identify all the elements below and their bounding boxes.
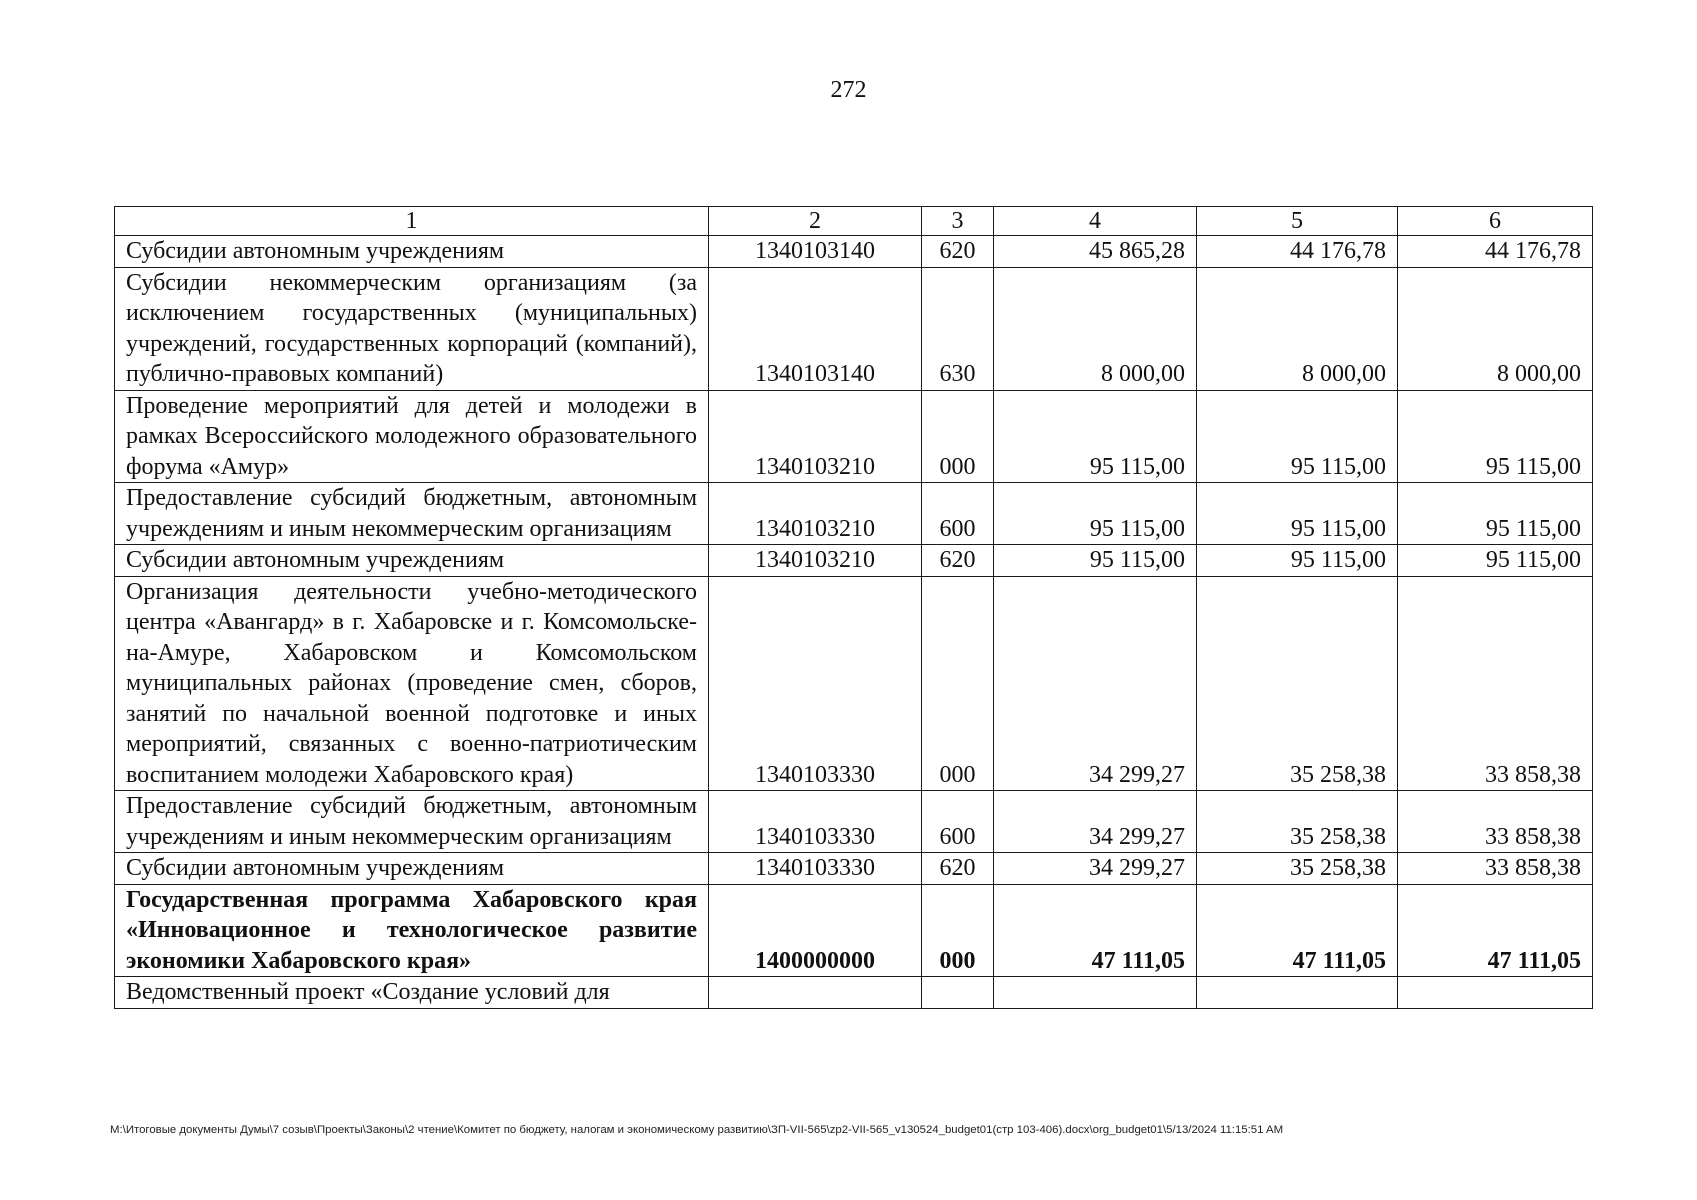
cell-target-code: 1340103330 xyxy=(709,576,922,791)
cell-amount-year-1: 34 299,27 xyxy=(994,853,1197,885)
table-row xyxy=(115,267,1593,390)
cell-expense-type: 000 xyxy=(922,884,994,977)
cell-name: Субсидии автономным учреждениям xyxy=(115,545,709,577)
cell-amount-year-2: 35 258,38 xyxy=(1197,853,1398,885)
file-path-footer: M:\Итоговые документы Думы\7 созыв\Проекты\Законы\2 чтение\Комитет по бюджету, налогам и экономическому развитию\ЗП-VII-565\zp2-VII-565_v130524_budget01(стр 103-406).docx\org_budget01\5/13/2024 11:15:51 AM xyxy=(110,1124,1284,1136)
cell-amount-year-2: 47 111,05 xyxy=(1197,884,1398,977)
cell-target-code: 1400000000 xyxy=(709,884,922,977)
cell-amount-year-1: 95 115,00 xyxy=(994,390,1197,483)
cell-target-code: 1340103330 xyxy=(709,791,922,853)
column-number-2: 2 xyxy=(709,207,922,236)
cell-name: Проведение мероприятий для детей и молодежи в рамках Всероссийского молодежного образовательного форума «Амур» xyxy=(115,390,709,483)
cell-target-code: 1340103140 xyxy=(709,236,922,268)
table-row xyxy=(115,791,1593,853)
cell-name: Субсидии некоммерческим организациям (за исключением государственных (муниципальных) учреждений, государственных корпораций (компаний), публично-правовых компаний) xyxy=(115,267,709,390)
cell-amount-year-2: 95 115,00 xyxy=(1197,390,1398,483)
cell-expense-type: 000 xyxy=(922,576,994,791)
cell-amount-year-2: 8 000,00 xyxy=(1197,267,1398,390)
cell-amount-year-1: 45 865,28 xyxy=(994,236,1197,268)
cell-target-code: 1340103330 xyxy=(709,853,922,885)
cell-target-code xyxy=(709,977,922,1009)
cell-name: Субсидии автономным учреждениям xyxy=(115,853,709,885)
cell-expense-type xyxy=(922,977,994,1009)
column-number-3: 3 xyxy=(922,207,994,236)
cell-name: Организация деятельности учебно-методического центра «Авангард» в г. Хабаровске и г. Комсомольске-на-Амуре, Хабаровском и Комсомольском муниципальных районах (проведение смен, сборов, занятий по начальной военной подготовке и иных мероприятий, связанных с военно-патриотическим воспитанием молодежи Хабаровского края) xyxy=(115,576,709,791)
cell-amount-year-1: 95 115,00 xyxy=(994,545,1197,577)
cell-amount-year-3: 44 176,78 xyxy=(1398,236,1593,268)
cell-amount-year-1 xyxy=(994,977,1197,1009)
column-number-5: 5 xyxy=(1197,207,1398,236)
cell-expense-type: 600 xyxy=(922,791,994,853)
cell-target-code: 1340103140 xyxy=(709,267,922,390)
cell-amount-year-3: 95 115,00 xyxy=(1398,545,1593,577)
cell-amount-year-2 xyxy=(1197,977,1398,1009)
cell-target-code: 1340103210 xyxy=(709,483,922,545)
cell-amount-year-3: 95 115,00 xyxy=(1398,390,1593,483)
cell-amount-year-3: 33 858,38 xyxy=(1398,853,1593,885)
cell-expense-type: 620 xyxy=(922,545,994,577)
column-number-1: 1 xyxy=(115,207,709,236)
cell-name: Предоставление субсидий бюджетным, автономным учреждениям и иным некоммерческим организациям xyxy=(115,483,709,545)
cell-target-code: 1340103210 xyxy=(709,545,922,577)
table-row xyxy=(115,853,1593,885)
table-row xyxy=(115,390,1593,483)
cell-name: Ведомственный проект «Создание условий для xyxy=(115,977,709,1009)
cell-amount-year-3 xyxy=(1398,977,1593,1009)
table-row xyxy=(115,576,1593,791)
cell-amount-year-1: 34 299,27 xyxy=(994,791,1197,853)
cell-amount-year-3: 33 858,38 xyxy=(1398,576,1593,791)
column-number-6: 6 xyxy=(1398,207,1593,236)
budget-table xyxy=(114,206,1593,1009)
cell-amount-year-2: 44 176,78 xyxy=(1197,236,1398,268)
table-row xyxy=(115,483,1593,545)
column-number-row xyxy=(115,207,1593,236)
cell-amount-year-1: 34 299,27 xyxy=(994,576,1197,791)
cell-name: Государственная программа Хабаровского края «Инновационное и технологическое развитие экономики Хабаровского края» xyxy=(115,884,709,977)
table-row xyxy=(115,545,1593,577)
cell-amount-year-2: 35 258,38 xyxy=(1197,791,1398,853)
cell-expense-type: 620 xyxy=(922,236,994,268)
table-row xyxy=(115,884,1593,977)
cell-expense-type: 000 xyxy=(922,390,994,483)
cell-name: Субсидии автономным учреждениям xyxy=(115,236,709,268)
page-number: 272 xyxy=(830,77,867,103)
cell-amount-year-3: 33 858,38 xyxy=(1398,791,1593,853)
cell-target-code: 1340103210 xyxy=(709,390,922,483)
cell-expense-type: 620 xyxy=(922,853,994,885)
cell-expense-type: 600 xyxy=(922,483,994,545)
cell-amount-year-2: 95 115,00 xyxy=(1197,545,1398,577)
cell-amount-year-3: 8 000,00 xyxy=(1398,267,1593,390)
cell-amount-year-2: 35 258,38 xyxy=(1197,576,1398,791)
table-row xyxy=(115,236,1593,268)
cell-amount-year-3: 47 111,05 xyxy=(1398,884,1593,977)
cell-amount-year-3: 95 115,00 xyxy=(1398,483,1593,545)
cell-amount-year-1: 47 111,05 xyxy=(994,884,1197,977)
table-body xyxy=(115,207,1593,1009)
cell-amount-year-1: 8 000,00 xyxy=(994,267,1197,390)
cell-expense-type: 630 xyxy=(922,267,994,390)
column-number-4: 4 xyxy=(994,207,1197,236)
cell-amount-year-2: 95 115,00 xyxy=(1197,483,1398,545)
cell-name: Предоставление субсидий бюджетным, автономным учреждениям и иным некоммерческим организациям xyxy=(115,791,709,853)
table-row xyxy=(115,977,1593,1009)
cell-amount-year-1: 95 115,00 xyxy=(994,483,1197,545)
